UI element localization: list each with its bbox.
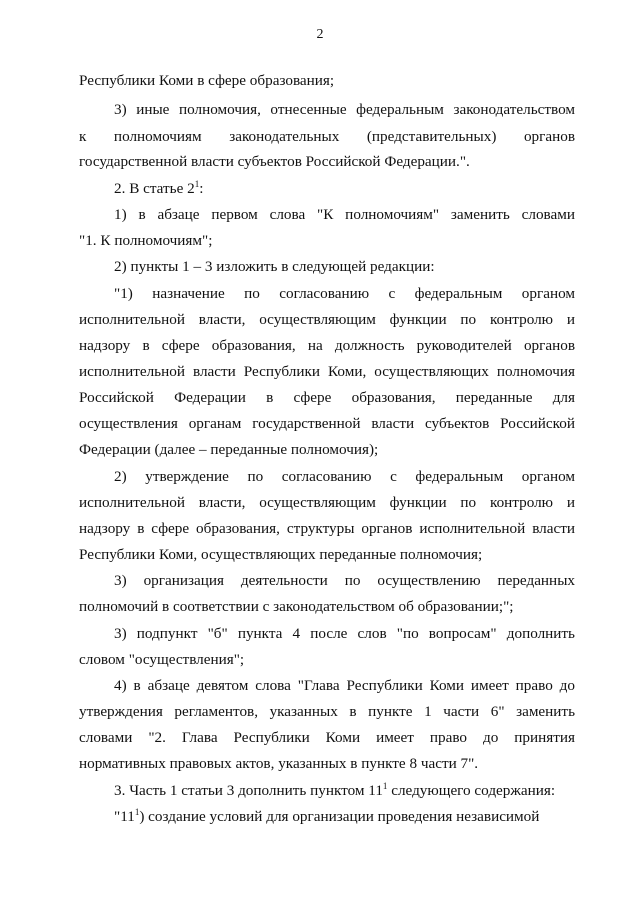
text-line: Республики Коми в сфере образования; [79,72,335,89]
text-line: к полномочиям законодательных (представительных) органов [79,128,575,145]
text-line: 1) в абзаце первом слова "К полномочиям" заменить словами [114,206,575,223]
text-line: исполнительной власти, осуществляющим функции по контролю и [79,494,575,511]
text-line: государственной власти субъектов Российской Федерации.". [79,153,470,170]
text-line: исполнительной власти Республики Коми, осуществляющих полномочия [79,363,575,380]
text-line: "$11^1$) создание условий для организации проведения независимой [114,807,540,825]
text-line: "1. К полномочиям"; [79,232,213,249]
text-line: 2) пункты 1 – 3 изложить в следующей редакции: [114,258,435,275]
text-line: Республики Коми, осуществляющих переданные полномочия; [79,546,483,563]
text-line: Российской Федерации в сфере образования, переданные для [79,389,575,406]
text-line: надзору в сфере образования, структуры органов исполнительной власти [79,520,575,537]
text-line: надзору в сфере образования, на должность руководителей органов [79,337,575,354]
page-number: 2 [316,27,324,42]
text-line: 2) утверждение по согласованию с федеральным органом [114,468,575,485]
text-line: "1) назначение по согласованию с федеральным органом [114,285,575,302]
text-line: 4) в абзаце девятом слова "Глава Республики Коми имеет право до [114,677,575,694]
section-heading-line: 3. Часть 1 статьи 3 дополнить пунктом $11^1$ следующего содержания: [114,781,556,799]
text-line: словом "осуществления"; [79,651,245,668]
text-line: словами "2. Глава Республики Коми имеет право до принятия [79,729,575,746]
text-line: нормативных правовых актов, указанных в пункте 8 части 7". [79,755,479,772]
text-line: 3) подпункт "б" пункта 4 после слов "по вопросам" дополнить [114,625,575,642]
text-line: 3) организация деятельности по осуществлению переданных [114,572,575,589]
text-line: утверждения регламентов, указанных в пункте 1 части 6" заменить [79,703,575,720]
text-line: осуществления органам государственной власти субъектов Российской [79,415,575,432]
text-line: Федерации (далее – переданные полномочия); [79,441,379,458]
section-heading-line: 2. В статье $2^1$: [114,179,204,197]
text-line: 3) иные полномочия, отнесенные федеральным законодательством [114,101,575,118]
text-line: исполнительной власти, осуществляющим функции по контролю и [79,311,575,328]
text-line: полномочий в соответствии с законодательством об образовании;"; [79,598,514,615]
